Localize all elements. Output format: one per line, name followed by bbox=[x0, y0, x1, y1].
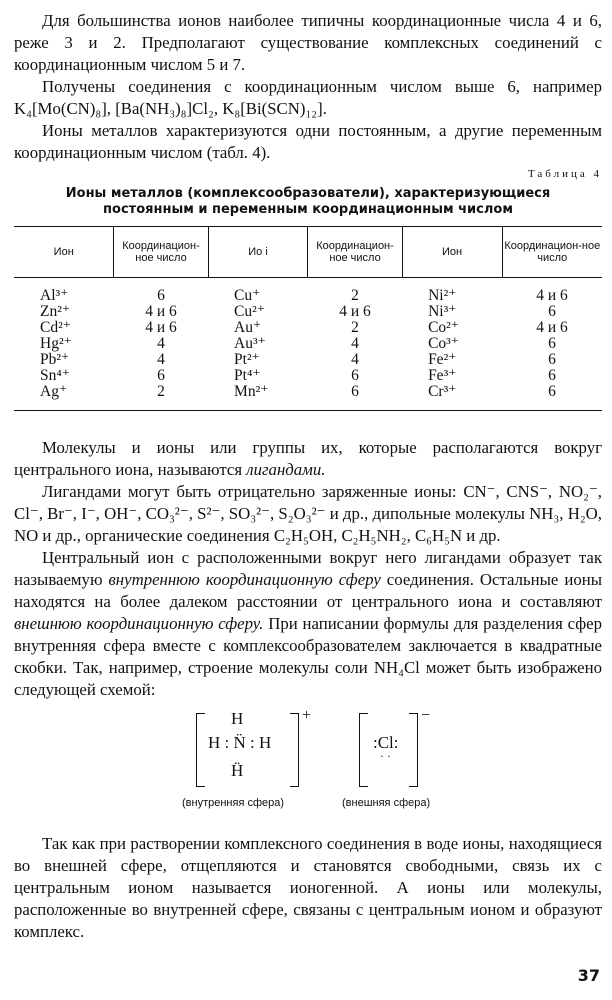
nh4cl-scheme bbox=[14, 705, 602, 833]
ion-cell: Au³⁺ bbox=[234, 335, 266, 352]
cn-cell: 2 bbox=[351, 287, 359, 304]
cn-cell: 6 bbox=[157, 367, 165, 384]
ion-cell: Al³⁺ bbox=[40, 287, 69, 304]
table-row bbox=[14, 278, 602, 305]
cn-cell: 6 bbox=[351, 367, 359, 384]
formula-ba-nh3-8-cl2: [Ba(NH₃)₈]Cl₂ bbox=[115, 99, 214, 118]
paragraph-text: соединения. Остальные ионы находятся на более далеком расстоянии от центрального иона и составляют bbox=[14, 570, 602, 611]
term-ligands: лигандами. bbox=[246, 460, 326, 479]
paragraph-text: Центральный ион с расположенными вокруг него лигандами образует так называемую bbox=[14, 548, 602, 589]
cn-cell: 4 и 6 bbox=[536, 287, 568, 304]
cn-cell: 4 bbox=[351, 351, 359, 368]
inner-charge: + bbox=[302, 707, 312, 724]
outer-cl: :Cl: bbox=[373, 733, 399, 752]
cn-cell: 2 bbox=[351, 319, 359, 336]
ion-cell: Cd²⁺ bbox=[40, 319, 71, 336]
page-number: 37 bbox=[577, 966, 600, 985]
col-header-cn-3: Координацион-ное число bbox=[502, 227, 602, 278]
paragraph-text: Молекулы и ионы или группы их, которые располагаются вокруг центрального иона, называются bbox=[14, 438, 602, 479]
formula-k8-bi-scn12: K₈[Bi(SCN)₁₂] bbox=[222, 99, 323, 118]
col-header-ion-1: Ион bbox=[14, 227, 114, 278]
ion-cell: Cr³⁺ bbox=[428, 383, 457, 400]
ion-cell: Cu²⁺ bbox=[234, 303, 265, 320]
table-row bbox=[14, 368, 602, 384]
ion-cell: Co²⁺ bbox=[428, 319, 459, 336]
cn-cell: 4 bbox=[157, 335, 165, 352]
inner-bottom-h: Ḧ bbox=[231, 761, 244, 780]
ion-cell: Fe²⁺ bbox=[428, 351, 457, 368]
table-row bbox=[14, 352, 602, 368]
paragraph-metal-ions: Ионы металлов характеризуются одни постоянным, а другие переменным координационным числом (табл. 4). bbox=[14, 121, 602, 162]
ion-cell: Hg²⁺ bbox=[40, 335, 72, 352]
paragraph-coordination-numbers: Для большинства ионов наиболее типичны координационные числа 4 и 6, реже 3 и 2. Предполагают существование комплексных соединений с координационным числом 5 и 7. bbox=[14, 11, 602, 74]
ion-cell: Sn⁴⁺ bbox=[40, 367, 70, 384]
cn-cell: 6 bbox=[548, 303, 556, 320]
table-caption-line1: Ионы металлов (комплексообразователи), характеризующиеся bbox=[65, 186, 551, 201]
cn-cell: 4 и 6 bbox=[536, 319, 568, 336]
ion-cell: Co³⁺ bbox=[428, 335, 459, 352]
outer-cl-dots: · · bbox=[380, 749, 391, 763]
inner-right-bracket bbox=[290, 713, 299, 787]
ion-cell: Mn²⁺ bbox=[234, 383, 269, 400]
table-row bbox=[14, 384, 602, 411]
paragraph-ligand-examples: Лигандами могут быть отрицательно заряженные ионы: CN⁻, CNS⁻, NO₂⁻, Cl⁻, Br⁻, I⁻, OH⁻, CO₃²⁻, S²⁻, SO₃²⁻, S₂O₃²⁻ и др., дипольные молекулы NH₃, H₂O, NO и др., органические соединения C₂H₅OH, C₂H₅NH₂, C₆H₅N и др. bbox=[14, 482, 602, 545]
outer-charge: − bbox=[421, 707, 431, 724]
outer-right-bracket bbox=[409, 713, 418, 787]
table-row bbox=[14, 304, 602, 320]
outer-left-bracket bbox=[359, 713, 368, 787]
table-row bbox=[14, 336, 602, 352]
ion-cell: Ni³⁺ bbox=[428, 303, 457, 320]
paragraph-ionogenic: Так как при растворении комплексного соединения в воде ионы, находящиеся во внешней сфере, отщепляются и становятся свободными, связь их с центральным ионом называется ионогенной. А ионы или молекулы, расположенные во внутренней сфере, связаны с центральным ионом и образуют комплекс. bbox=[14, 834, 602, 941]
ion-cell: Pb²⁺ bbox=[40, 351, 70, 368]
ion-cell: Ag⁺ bbox=[40, 383, 68, 400]
cn-cell: 4 и 6 bbox=[339, 303, 371, 320]
inner-top-h: H bbox=[231, 709, 244, 728]
inner-sphere-caption: (внутренняя сфера) bbox=[182, 797, 285, 809]
cn-cell: 6 bbox=[548, 335, 556, 352]
cn-cell: 4 и 6 bbox=[145, 319, 177, 336]
paragraph-high-coordination: Получены соединения с координационным числом выше 6, например K₄[Mo(CN)₈], [Ba(NH₃)₈]Cl₂, K₈[Bi(SCN)₁₂]. bbox=[14, 77, 602, 118]
col-header-cn-2: Координацион-ное число bbox=[308, 227, 402, 278]
ion-cell: Fe³⁺ bbox=[428, 367, 457, 384]
paragraph-text: При написании формулы для разделения сфер внутренняя сфера вместе с комплексообразователем заключается в квадратные скобки. Так, например, строение молекулы соли NH₄Cl может быть изображено следующей схемой: bbox=[14, 614, 602, 699]
cn-cell: 2 bbox=[157, 383, 165, 400]
coordination-table bbox=[14, 226, 602, 411]
cn-cell: 6 bbox=[548, 351, 556, 368]
page-content bbox=[14, 10, 602, 943]
paragraph-text: Получены соединения с координационным числом выше 6, например bbox=[42, 77, 602, 96]
table-caption-line2: постоянным и переменным координационным числом bbox=[103, 202, 513, 217]
ion-cell: Au⁺ bbox=[234, 319, 262, 336]
term-outer-sphere: внешнюю координационную сферу. bbox=[14, 614, 264, 633]
ion-cell: Pt⁴⁺ bbox=[234, 367, 261, 384]
ion-cell: Cu⁺ bbox=[234, 287, 261, 304]
outer-sphere-caption: (внешняя сфера) bbox=[342, 797, 431, 809]
ion-cell: Ni²⁺ bbox=[428, 287, 457, 304]
cn-cell: 4 bbox=[157, 351, 165, 368]
paragraph-ligands-definition bbox=[14, 437, 602, 481]
cn-cell: 6 bbox=[548, 383, 556, 400]
col-header-ion-2: Ио і bbox=[208, 227, 308, 278]
cn-cell: 6 bbox=[157, 287, 165, 304]
col-header-cn-1: Координацион-ное число bbox=[114, 227, 208, 278]
col-header-ion-3: Ион bbox=[402, 227, 502, 278]
cn-cell: 6 bbox=[351, 383, 359, 400]
table-label: Таблица 4 bbox=[527, 168, 602, 180]
inner-mid-hnh: H : N̈ : H bbox=[208, 733, 272, 752]
cn-cell: 4 bbox=[351, 335, 359, 352]
ion-cell: Pt²⁺ bbox=[234, 351, 260, 368]
table-header-row bbox=[14, 227, 602, 278]
paragraph-spheres bbox=[14, 547, 602, 701]
inner-left-bracket bbox=[196, 713, 205, 787]
table-row bbox=[14, 320, 602, 336]
cn-cell: 4 и 6 bbox=[145, 303, 177, 320]
term-inner-sphere: внутреннюю координационную сферу bbox=[108, 570, 381, 589]
ion-cell: Zn²⁺ bbox=[40, 303, 71, 320]
spacer bbox=[14, 411, 602, 437]
cn-cell: 6 bbox=[548, 367, 556, 384]
table-caption bbox=[14, 186, 602, 218]
formula-k4-mo-cn8: K₄[Mo(CN)₈] bbox=[14, 99, 107, 118]
